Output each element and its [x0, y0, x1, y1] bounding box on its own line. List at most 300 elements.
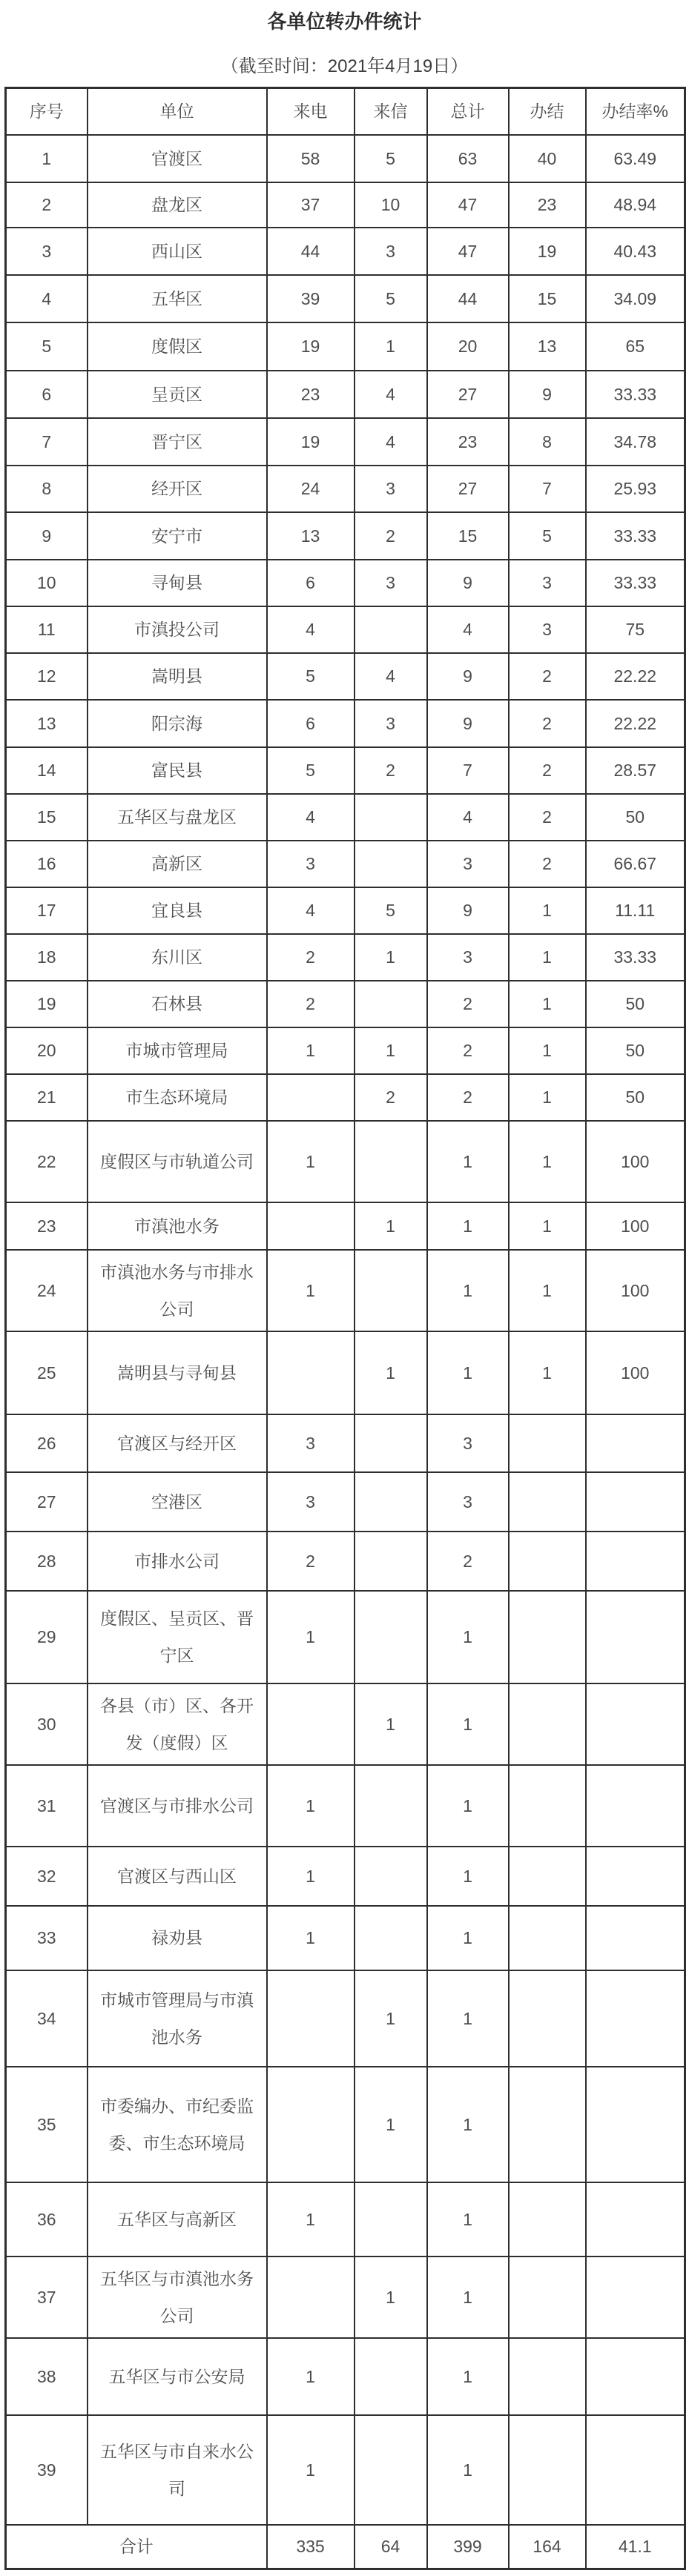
cell-letters [355, 1765, 427, 1847]
cell-calls [267, 1074, 355, 1121]
cell-letters: 1 [355, 934, 427, 981]
cell-letters: 1 [355, 2067, 427, 2182]
cell-rate [586, 2182, 685, 2257]
cell-done [509, 1591, 586, 1683]
table-row [6, 747, 685, 794]
cell-total: 3 [427, 841, 509, 887]
cell-total: 47 [427, 182, 509, 228]
cell-unit: 盘龙区 [88, 182, 267, 228]
page-title: 各单位转办件统计 [267, 10, 422, 33]
cell-rate [586, 1532, 685, 1591]
cell-done: 2 [509, 653, 586, 700]
cell-done [509, 1414, 586, 1472]
table-row [6, 512, 685, 560]
cell-total: 1 [427, 2257, 509, 2338]
cell-total: 1 [427, 1683, 509, 1765]
cell-no: 7 [6, 418, 88, 466]
cell-letters: 1 [355, 1202, 427, 1250]
cell-no: 39 [6, 2415, 88, 2525]
cell-letters: 4 [355, 418, 427, 466]
table-row [6, 1414, 685, 1472]
cell-rate: 66.67 [586, 841, 685, 887]
cell-no: 35 [6, 2067, 88, 2182]
cell-letters: 4 [355, 653, 427, 700]
cell-no: 20 [6, 1027, 88, 1074]
cell-total: 1 [427, 1591, 509, 1683]
total-label: 合计 [6, 2525, 267, 2569]
cell-done: 1 [509, 1250, 586, 1331]
cell-total: 9 [427, 700, 509, 747]
cell-done: 2 [509, 700, 586, 747]
cell-unit: 市生态环境局 [88, 1074, 267, 1121]
cell-rate: 100 [586, 1250, 685, 1331]
cell-rate: 100 [586, 1202, 685, 1250]
cell-calls: 5 [267, 747, 355, 794]
total-row [6, 2525, 685, 2569]
cell-unit: 五华区与盘龙区 [88, 794, 267, 841]
cell-calls [267, 1331, 355, 1414]
cell-unit: 嵩明县 [88, 653, 267, 700]
cell-rate: 100 [586, 1121, 685, 1202]
cell-calls [267, 1970, 355, 2067]
header-cell-rate: 办结率% [586, 88, 685, 135]
total-total: 399 [427, 2525, 509, 2569]
cell-done: 1 [509, 1331, 586, 1414]
cell-no: 19 [6, 981, 88, 1027]
cell-unit: 官渡区与经开区 [88, 1414, 267, 1472]
table-row [6, 2338, 685, 2415]
cell-rate [586, 2257, 685, 2338]
cell-letters: 3 [355, 700, 427, 747]
cell-no: 5 [6, 322, 88, 371]
table-row [6, 653, 685, 700]
cell-no: 10 [6, 560, 88, 606]
cell-done [509, 2182, 586, 2257]
cell-letters: 2 [355, 512, 427, 560]
cell-letters [355, 794, 427, 841]
table-row [6, 700, 685, 747]
cell-no: 34 [6, 1970, 88, 2067]
cell-no: 23 [6, 1202, 88, 1250]
cell-no: 27 [6, 1472, 88, 1532]
cell-calls: 3 [267, 1414, 355, 1472]
table-row [6, 794, 685, 841]
cell-rate: 28.57 [586, 747, 685, 794]
table-row [6, 1331, 685, 1414]
cell-unit: 晋宁区 [88, 418, 267, 466]
table-row [6, 1847, 685, 1906]
cell-done [509, 2338, 586, 2415]
cell-unit: 度假区与市轨道公司 [88, 1121, 267, 1202]
cell-letters: 3 [355, 466, 427, 512]
cell-rate [586, 2067, 685, 2182]
cell-letters: 1 [355, 2257, 427, 2338]
cell-calls: 1 [267, 1591, 355, 1683]
cell-total: 20 [427, 322, 509, 371]
cell-total: 2 [427, 1027, 509, 1074]
cell-letters: 5 [355, 275, 427, 322]
cell-total: 63 [427, 135, 509, 182]
cell-unit: 呈贡区 [88, 371, 267, 418]
cell-calls: 23 [267, 371, 355, 418]
cell-no: 33 [6, 1906, 88, 1970]
cell-done: 40 [509, 135, 586, 182]
cell-no: 9 [6, 512, 88, 560]
cell-calls: 6 [267, 560, 355, 606]
table-row [6, 2182, 685, 2257]
cell-unit: 官渡区 [88, 135, 267, 182]
cell-no: 1 [6, 135, 88, 182]
cell-total: 1 [427, 2067, 509, 2182]
cell-no: 28 [6, 1532, 88, 1591]
cell-done: 23 [509, 182, 586, 228]
cell-unit: 市滇池水务 [88, 1202, 267, 1250]
cell-done: 1 [509, 934, 586, 981]
cell-rate: 22.22 [586, 653, 685, 700]
page-subtitle: （截至时间：2021年4月19日） [220, 56, 469, 76]
cell-rate [586, 1683, 685, 1765]
cell-rate [586, 1414, 685, 1472]
cell-total: 1 [427, 1970, 509, 2067]
cell-calls: 6 [267, 700, 355, 747]
cell-unit: 度假区、呈贡区、晋宁区 [88, 1591, 267, 1683]
cell-no: 12 [6, 653, 88, 700]
cell-done [509, 1472, 586, 1532]
cell-rate: 22.22 [586, 700, 685, 747]
cell-calls: 4 [267, 606, 355, 653]
cell-rate: 65 [586, 322, 685, 371]
cell-calls: 24 [267, 466, 355, 512]
cell-total: 1 [427, 1202, 509, 1250]
table-row [6, 934, 685, 981]
cell-calls: 4 [267, 794, 355, 841]
cell-total: 1 [427, 2338, 509, 2415]
cell-no: 18 [6, 934, 88, 981]
cell-unit: 市滇投公司 [88, 606, 267, 653]
cell-calls: 1 [267, 1027, 355, 1074]
cell-letters: 3 [355, 228, 427, 275]
cell-done: 9 [509, 371, 586, 418]
cell-done: 8 [509, 418, 586, 466]
cell-total: 15 [427, 512, 509, 560]
cell-calls: 1 [267, 1121, 355, 1202]
cell-done: 7 [509, 466, 586, 512]
cell-unit: 五华区与市自来水公司 [88, 2415, 267, 2525]
cell-total: 2 [427, 1532, 509, 1591]
cell-rate: 50 [586, 1074, 685, 1121]
table-row [6, 2257, 685, 2338]
table-row [6, 2067, 685, 2182]
cell-done: 3 [509, 560, 586, 606]
cell-done [509, 2067, 586, 2182]
cell-no: 15 [6, 794, 88, 841]
cell-total: 4 [427, 794, 509, 841]
cell-calls: 2 [267, 981, 355, 1027]
cell-rate: 63.49 [586, 135, 685, 182]
cell-total: 23 [427, 418, 509, 466]
cell-done: 1 [509, 1121, 586, 1202]
cell-total: 1 [427, 1331, 509, 1414]
cell-done: 2 [509, 841, 586, 887]
cell-calls: 2 [267, 934, 355, 981]
cell-done: 3 [509, 606, 586, 653]
cell-calls: 1 [267, 2415, 355, 2525]
cell-calls: 3 [267, 841, 355, 887]
cell-rate: 33.33 [586, 512, 685, 560]
cell-no: 6 [6, 371, 88, 418]
cell-no: 26 [6, 1414, 88, 1472]
cell-total: 9 [427, 560, 509, 606]
cell-rate: 34.78 [586, 418, 685, 466]
cell-total: 9 [427, 887, 509, 934]
cell-unit: 五华区与市滇池水务公司 [88, 2257, 267, 2338]
cell-no: 24 [6, 1250, 88, 1331]
cell-unit: 五华区与高新区 [88, 2182, 267, 2257]
cell-letters [355, 1847, 427, 1906]
cell-total: 4 [427, 606, 509, 653]
cell-done [509, 2415, 586, 2525]
table-row [6, 1591, 685, 1683]
cell-total: 9 [427, 653, 509, 700]
cell-no: 30 [6, 1683, 88, 1765]
cell-calls: 58 [267, 135, 355, 182]
cell-calls: 4 [267, 887, 355, 934]
cell-calls: 37 [267, 182, 355, 228]
cell-letters [355, 2415, 427, 2525]
table-row [6, 1472, 685, 1532]
cell-letters [355, 2338, 427, 2415]
cell-letters: 1 [355, 1970, 427, 2067]
page-header [0, 0, 689, 78]
table-row [6, 560, 685, 606]
cell-done [509, 1683, 586, 1765]
cell-unit: 宜良县 [88, 887, 267, 934]
stats-table [4, 87, 686, 2570]
cell-unit: 市委编办、市纪委监委、市生态环境局 [88, 2067, 267, 2182]
cell-letters: 1 [355, 1331, 427, 1414]
cell-no: 36 [6, 2182, 88, 2257]
cell-calls: 2 [267, 1532, 355, 1591]
cell-done [509, 1906, 586, 1970]
cell-no: 21 [6, 1074, 88, 1121]
cell-unit: 阳宗海 [88, 700, 267, 747]
cell-unit: 石林县 [88, 981, 267, 1027]
cell-rate [586, 1472, 685, 1532]
cell-letters [355, 1591, 427, 1683]
cell-unit: 寻甸县 [88, 560, 267, 606]
cell-rate: 50 [586, 981, 685, 1027]
cell-calls: 13 [267, 512, 355, 560]
cell-letters: 10 [355, 182, 427, 228]
cell-rate [586, 1906, 685, 1970]
cell-calls: 3 [267, 1472, 355, 1532]
table-row [6, 1074, 685, 1121]
cell-unit: 市滇池水务与市排水公司 [88, 1250, 267, 1331]
cell-letters: 1 [355, 1683, 427, 1765]
cell-unit: 市排水公司 [88, 1532, 267, 1591]
cell-done: 1 [509, 887, 586, 934]
cell-done [509, 1532, 586, 1591]
cell-no: 31 [6, 1765, 88, 1847]
cell-calls: 19 [267, 418, 355, 466]
cell-unit: 各县（市）区、各开发（度假）区 [88, 1683, 267, 1765]
cell-letters: 5 [355, 135, 427, 182]
table-row [6, 841, 685, 887]
table-body [6, 135, 685, 2569]
cell-unit: 官渡区与市排水公司 [88, 1765, 267, 1847]
cell-calls: 1 [267, 2338, 355, 2415]
table-row [6, 228, 685, 275]
cell-total: 1 [427, 1250, 509, 1331]
cell-unit: 安宁市 [88, 512, 267, 560]
cell-letters: 2 [355, 1074, 427, 1121]
page-bottom-space [0, 2570, 689, 2576]
cell-letters [355, 981, 427, 1027]
cell-rate [586, 2338, 685, 2415]
cell-done: 15 [509, 275, 586, 322]
cell-rate: 100 [586, 1331, 685, 1414]
cell-letters [355, 841, 427, 887]
cell-unit: 市城市管理局 [88, 1027, 267, 1074]
cell-total: 3 [427, 934, 509, 981]
cell-unit: 高新区 [88, 841, 267, 887]
cell-total: 1 [427, 1765, 509, 1847]
table-row [6, 606, 685, 653]
cell-letters [355, 1472, 427, 1532]
cell-rate [586, 1970, 685, 2067]
cell-calls: 1 [267, 1906, 355, 1970]
cell-letters [355, 1532, 427, 1591]
cell-no: 22 [6, 1121, 88, 1202]
cell-letters: 5 [355, 887, 427, 934]
cell-unit: 五华区 [88, 275, 267, 322]
cell-rate: 75 [586, 606, 685, 653]
table-row [6, 322, 685, 371]
cell-rate: 33.33 [586, 560, 685, 606]
cell-no: 8 [6, 466, 88, 512]
cell-rate [586, 1847, 685, 1906]
header-row [6, 88, 685, 135]
cell-total: 7 [427, 747, 509, 794]
cell-total: 27 [427, 466, 509, 512]
table-row [6, 1202, 685, 1250]
cell-done [509, 1970, 586, 2067]
table-row [6, 2415, 685, 2525]
cell-calls: 1 [267, 1847, 355, 1906]
table-row [6, 1765, 685, 1847]
total-rate: 41.1 [586, 2525, 685, 2569]
cell-no: 3 [6, 228, 88, 275]
cell-total: 1 [427, 1847, 509, 1906]
cell-calls [267, 1202, 355, 1250]
cell-calls: 1 [267, 2182, 355, 2257]
header-cell-unit: 单位 [88, 88, 267, 135]
cell-unit: 西山区 [88, 228, 267, 275]
cell-rate: 50 [586, 1027, 685, 1074]
cell-calls: 39 [267, 275, 355, 322]
cell-calls: 5 [267, 653, 355, 700]
cell-total: 3 [427, 1472, 509, 1532]
cell-done: 13 [509, 322, 586, 371]
cell-unit: 东川区 [88, 934, 267, 981]
cell-total: 1 [427, 2415, 509, 2525]
cell-letters: 3 [355, 560, 427, 606]
cell-done: 1 [509, 1027, 586, 1074]
cell-letters [355, 1906, 427, 1970]
cell-no: 13 [6, 700, 88, 747]
total-letters: 64 [355, 2525, 427, 2569]
cell-unit: 空港区 [88, 1472, 267, 1532]
cell-calls: 19 [267, 322, 355, 371]
cell-rate [586, 1765, 685, 1847]
table-row [6, 1121, 685, 1202]
cell-letters [355, 1414, 427, 1472]
cell-calls [267, 1683, 355, 1765]
cell-rate: 33.33 [586, 934, 685, 981]
cell-no: 37 [6, 2257, 88, 2338]
cell-calls [267, 2257, 355, 2338]
table-row [6, 1532, 685, 1591]
cell-calls: 44 [267, 228, 355, 275]
total-done: 164 [509, 2525, 586, 2569]
cell-total: 1 [427, 2182, 509, 2257]
cell-unit: 禄劝县 [88, 1906, 267, 1970]
table-row [6, 1250, 685, 1331]
cell-total: 47 [427, 228, 509, 275]
cell-rate: 34.09 [586, 275, 685, 322]
cell-rate: 33.33 [586, 371, 685, 418]
cell-total: 27 [427, 371, 509, 418]
cell-done: 2 [509, 794, 586, 841]
cell-no: 25 [6, 1331, 88, 1414]
cell-no: 16 [6, 841, 88, 887]
table-row [6, 418, 685, 466]
table-row [6, 371, 685, 418]
cell-done: 1 [509, 1202, 586, 1250]
cell-done: 1 [509, 1074, 586, 1121]
cell-unit: 富民县 [88, 747, 267, 794]
cell-unit: 市城市管理局与市滇池水务 [88, 1970, 267, 2067]
cell-no: 2 [6, 182, 88, 228]
table-row [6, 1970, 685, 2067]
table-row [6, 1906, 685, 1970]
cell-total: 1 [427, 1906, 509, 1970]
cell-unit: 经开区 [88, 466, 267, 512]
cell-total: 1 [427, 1121, 509, 1202]
table-row [6, 275, 685, 322]
cell-total: 3 [427, 1414, 509, 1472]
cell-calls: 1 [267, 1765, 355, 1847]
header-cell-done: 办结 [509, 88, 586, 135]
cell-letters: 4 [355, 371, 427, 418]
cell-rate: 48.94 [586, 182, 685, 228]
cell-rate: 50 [586, 794, 685, 841]
total-calls: 335 [267, 2525, 355, 2569]
cell-rate: 40.43 [586, 228, 685, 275]
cell-no: 38 [6, 2338, 88, 2415]
cell-done [509, 1765, 586, 1847]
cell-letters [355, 1121, 427, 1202]
cell-letters: 1 [355, 1027, 427, 1074]
cell-done [509, 1847, 586, 1906]
table-row [6, 1683, 685, 1765]
cell-unit: 度假区 [88, 322, 267, 371]
cell-rate: 25.93 [586, 466, 685, 512]
cell-done: 19 [509, 228, 586, 275]
cell-done: 2 [509, 747, 586, 794]
table-row [6, 887, 685, 934]
cell-done: 1 [509, 981, 586, 1027]
